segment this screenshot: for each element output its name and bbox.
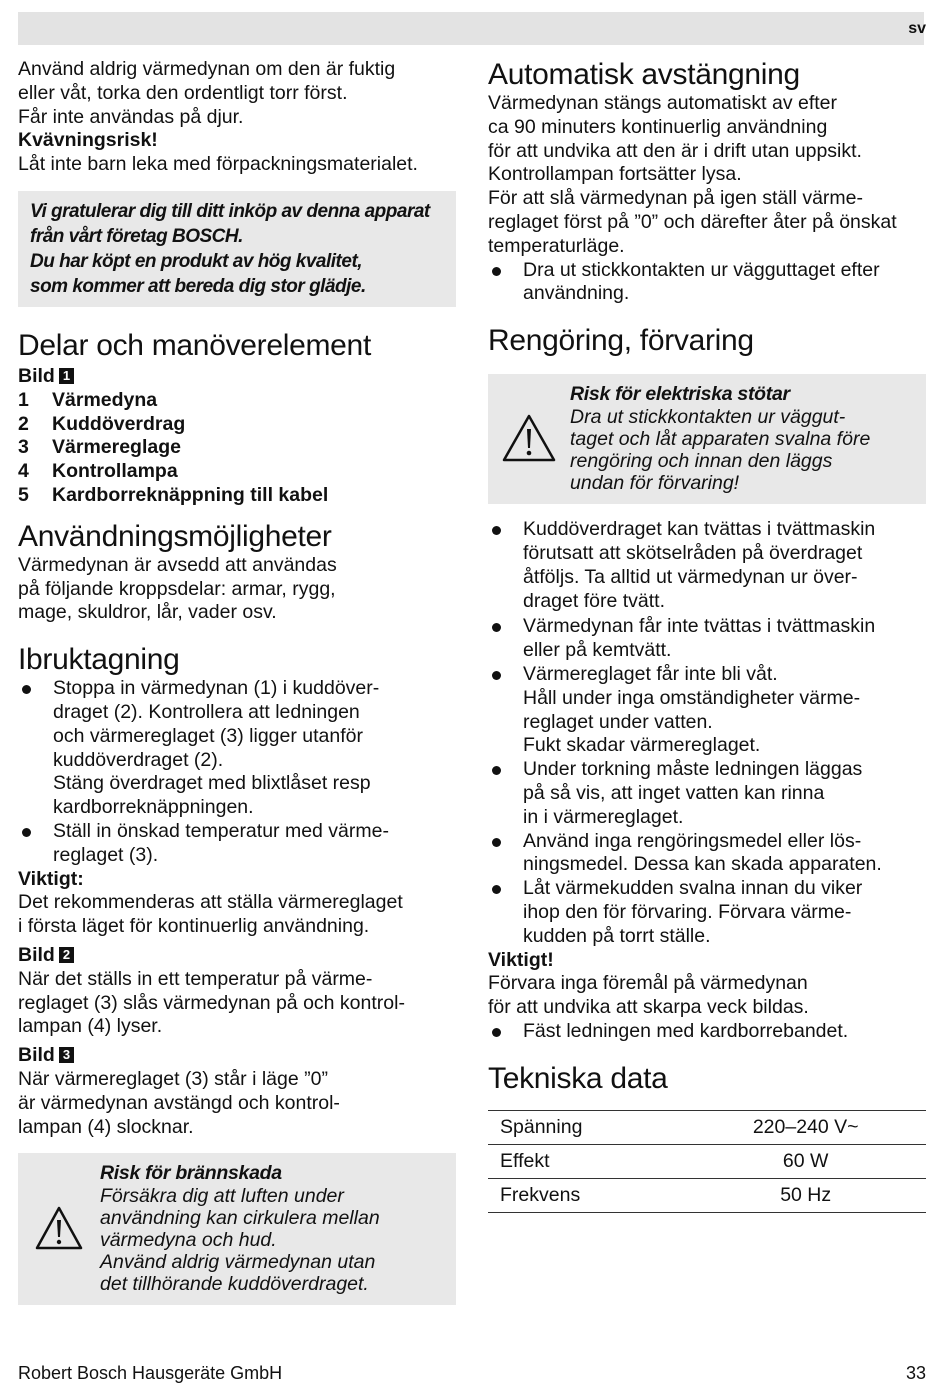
figure-label: Bild: [18, 1044, 55, 1067]
auto-off-line: Värmedynan stängs automatiskt av efter: [488, 92, 838, 114]
bullet-line: Värmedynan får inte tvättas i tvättmaskin: [523, 615, 876, 638]
burn-warning-line: värmedyna och hud.: [100, 1229, 277, 1252]
list-item: Fäst ledningen med kardborrebandet.: [488, 1020, 926, 1044]
table-row: [488, 1178, 926, 1212]
shock-warning-line: Dra ut stickkontakten ur väggut-: [570, 406, 846, 429]
bullet-line: förutsatt att skötselråden på överdraget: [523, 541, 863, 564]
part-label: Värmedyna: [52, 388, 158, 411]
use-heading: Användningsmöjligheter: [18, 519, 332, 553]
burn-warning-line: Försäkra dig att luften under: [100, 1185, 344, 1208]
bullet-line: Håll under inga omständigheter värme-: [523, 686, 861, 709]
congratulation-box: [18, 191, 456, 307]
bullet-line: Under torkning måste ledningen läggas: [523, 758, 863, 781]
cleaning-bullets: [488, 518, 926, 948]
left-column: [18, 58, 456, 1305]
part-number: 2: [18, 412, 29, 435]
figure-2-ref: [18, 944, 456, 968]
part-label: Kardborreknäppning till kabel: [52, 483, 329, 506]
table-row: [488, 1144, 926, 1178]
tech-label: Frekvens: [488, 1178, 685, 1212]
bullet-line: Stoppa in värmedynan (1) i kuddöver-: [53, 677, 380, 700]
figure-3-ref: [18, 1044, 456, 1068]
cleaning-heading: Rengöring, förvaring: [488, 324, 754, 358]
bullet-line: användning.: [523, 282, 630, 305]
figure-number-badge: 2: [59, 947, 74, 963]
bullet-line: reglaget (3).: [53, 843, 159, 866]
intro-line: eller våt, torka den ordentligt torr först.: [18, 81, 348, 104]
auto-off-line: för att undvika att den är i drift utan uppsikt.: [488, 139, 862, 162]
bullet-line: draget (2). Kontrollera att ledningen: [53, 700, 360, 723]
bullet-line: Kuddöverdraget kan tvättas i tvättmaskin: [523, 518, 876, 541]
congrats-line: Vi gratulerar dig till ditt inköp av denna apparat: [30, 200, 430, 222]
bullet-line: reglaget under vatten.: [523, 710, 713, 733]
tech-data-heading: Tekniska data: [488, 1061, 668, 1095]
list-item: [488, 663, 926, 758]
auto-off-line: För att slå värmedynan på igen ställ värme-: [488, 187, 863, 210]
start-heading: Ibruktagning: [18, 643, 180, 677]
list-item: [18, 389, 456, 413]
auto-off-line: ca 90 minuters kontinuerlig användning: [488, 115, 828, 138]
bullet-line: draget före tvätt.: [523, 589, 665, 612]
important-label: Viktigt!: [488, 948, 554, 971]
tech-value: 220–240 V~: [685, 1110, 926, 1144]
list-item: [488, 518, 926, 613]
bullet-line: åtföljs. Ta alltid ut värmedynan ur över-: [523, 565, 858, 588]
figure-number-badge: 3: [59, 1047, 74, 1063]
auto-off-bullets: [488, 259, 926, 307]
shock-warning-box: [488, 374, 926, 504]
footer-company: Robert Bosch Hausgeräte GmbH: [18, 1363, 283, 1383]
burn-warning-line: användning kan cirkulera mellan: [100, 1207, 380, 1230]
congrats-line: Du har köpt en produkt av hög kvalitet,: [30, 250, 363, 272]
list-item: [18, 413, 456, 437]
part-number: 3: [18, 436, 29, 459]
bullet-line: på så vis, att inget vatten kan rinna: [523, 781, 825, 804]
language-code: sv: [908, 20, 926, 37]
part-label: Kuddöverdrag: [52, 412, 186, 435]
tech-label: Spänning: [488, 1110, 685, 1144]
right-column: [488, 58, 926, 1213]
list-item: [18, 820, 456, 868]
list-item: [488, 877, 926, 948]
page-number: 33: [905, 1363, 926, 1383]
auto-off-line: Kontrollampan fortsätter lysa.: [488, 163, 742, 186]
list-item: [18, 484, 456, 508]
shock-warning-title: Risk för elektriska stötar: [570, 383, 790, 406]
fig2-text-line: När det ställs in ett temperatur på värme-: [18, 967, 373, 990]
important-text-line: Det rekommenderas att ställa värmereglaget: [18, 891, 403, 914]
bullet-line: Ställ in önskad temperatur med värme-: [53, 819, 389, 842]
header-bar: [18, 12, 924, 45]
congrats-line: från vårt företag BOSCH.: [30, 225, 243, 247]
part-number: 5: [18, 483, 29, 506]
start-bullets: [18, 677, 456, 867]
use-text-line: mage, skuldror, lår, vader osv.: [18, 601, 277, 624]
figure-label: Bild: [18, 943, 55, 966]
parts-heading: Delar och manöverelement: [18, 328, 371, 362]
shock-warning-line: undan för förvaring!: [570, 472, 740, 495]
list-item: [18, 677, 456, 820]
bullet-line: Värmereglaget får inte bli våt.: [523, 662, 778, 685]
list-item: [18, 460, 456, 484]
table-row: [488, 1110, 926, 1144]
list-item: [488, 615, 926, 663]
bullet-line: Använd inga rengöringsmedel eller lös-: [523, 829, 862, 852]
bullet-line: ningsmedel. Dessa kan skada apparaten.: [523, 853, 882, 876]
bullet-line: kuddöverdraget (2).: [53, 748, 224, 771]
bullet-line: in i värmereglaget.: [523, 805, 684, 828]
intro-line: Får inte användas på djur.: [18, 105, 244, 128]
important-text-line: i första läget för kontinuerlig användning.: [18, 915, 370, 938]
choke-warning-text: Låt inte barn leka med förpackningsmaterialet.: [18, 153, 418, 176]
fig3-text-line: När värmereglaget (3) står i läge ”0”: [18, 1067, 328, 1090]
figure-number-badge: 1: [59, 368, 74, 384]
list-item: [488, 830, 926, 878]
tech-data-table: [488, 1110, 926, 1213]
bullet-line: Dra ut stickkontakten ur vägguttaget efter: [523, 258, 880, 281]
auto-off-line: temperaturläge.: [488, 234, 625, 257]
warning-triangle-icon: [34, 1205, 84, 1251]
fig3-text-line: är värmedynan avstängd och kontrol-: [18, 1091, 340, 1114]
fig2-text-line: lampan (4) lyser.: [18, 1015, 163, 1038]
congrats-line: som kommer att bereda dig stor glädje.: [30, 275, 366, 297]
tech-value: 50 Hz: [685, 1178, 926, 1212]
bullet-line: eller på kemtvätt.: [523, 639, 672, 662]
burn-warning-title: Risk för brännskada: [100, 1162, 282, 1185]
bullet-line: kardborreknäppningen.: [53, 796, 254, 819]
parts-list: [18, 389, 456, 508]
choke-warning-title: Kvävningsrisk!: [18, 129, 158, 152]
part-label: Värmereglage: [52, 436, 181, 459]
tech-label: Effekt: [488, 1144, 685, 1178]
part-number: 1: [18, 388, 29, 411]
bullet-line: ihop den för förvaring. Förvara värme-: [523, 900, 852, 923]
bullet-line: och värmereglaget (3) ligger utanför: [53, 724, 363, 747]
figure-label: Bild: [18, 364, 55, 387]
tech-value: 60 W: [685, 1144, 926, 1178]
fig2-text-line: reglaget (3) slås värmedynan på och kontrol-: [18, 991, 405, 1014]
important-label: Viktigt:: [18, 867, 84, 890]
bullet-line: Stäng överdraget med blixtlåset resp: [53, 772, 371, 795]
part-label: Kontrollampa: [52, 460, 178, 483]
warning-triangle-icon: [501, 413, 557, 463]
use-text-line: Värmedynan är avsedd att användas: [18, 553, 337, 576]
burn-warning-box: [18, 1153, 456, 1305]
bullet-line: Fukt skadar värmereglaget.: [523, 734, 761, 757]
list-item: [18, 436, 456, 460]
shock-warning-line: rengöring och innan den läggs: [570, 450, 833, 473]
important-text-line: för att undvika att skarpa veck bildas.: [488, 996, 809, 1019]
list-item: [488, 758, 926, 829]
intro-line: Använd aldrig värmedynan om den är fuktig: [18, 58, 396, 80]
auto-off-heading: Automatisk avstängning: [488, 58, 800, 91]
shock-warning-line: taget och låt apparaten svalna före: [570, 428, 871, 451]
auto-off-line: reglaget först på ”0” och därefter åter på önskat: [488, 210, 897, 233]
final-bullets: [488, 1020, 926, 1044]
bullet-line: kudden på torrt ställe.: [523, 924, 711, 947]
important-text-line: Förvara inga föremål på värmedynan: [488, 972, 808, 995]
list-item: [488, 259, 926, 307]
use-text-line: på följande kroppsdelar: armar, rygg,: [18, 577, 336, 600]
part-number: 4: [18, 460, 29, 483]
burn-warning-line: det tillhörande kuddöverdraget.: [100, 1273, 369, 1296]
fig3-text-line: lampan (4) slocknar.: [18, 1115, 194, 1138]
parts-figure-ref: [18, 365, 456, 389]
bullet-line: Låt värmekudden svalna innan du viker: [523, 877, 863, 900]
burn-warning-line: Använd aldrig värmedynan utan: [100, 1251, 376, 1274]
